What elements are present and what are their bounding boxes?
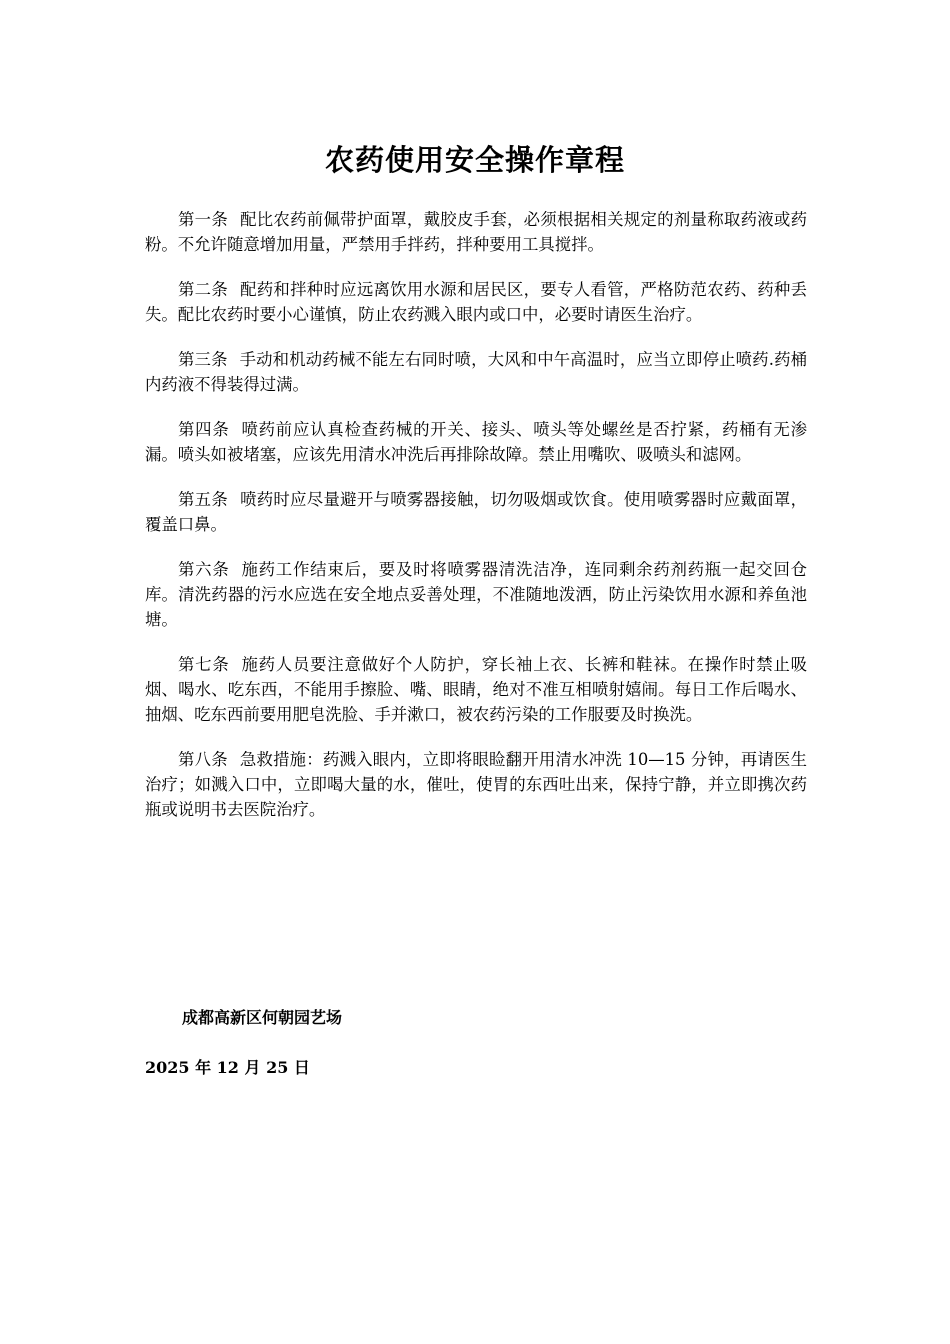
article-2 — [145, 277, 807, 327]
article-number: 第五条 — [178, 490, 229, 509]
article-number: 第八条 — [178, 750, 228, 769]
article-number: 第三条 — [178, 350, 228, 369]
article-7 — [145, 652, 807, 727]
document-title: 农药使用安全操作章程 — [324, 143, 625, 177]
article-text: 喷药前应认真检查药械的开关、接头、喷头等处螺丝是否拧紧，药桶有无渗漏。喷头如被堵塞，应该先用清水冲洗后再排除故障。禁止用嘴吹、吸喷头和滤网。 — [145, 420, 808, 464]
articles-list — [145, 207, 807, 842]
document-date: 2025 年 12 月 25 日 — [145, 1058, 310, 1077]
article-5 — [145, 487, 807, 537]
article-text: 施药人员要注意做好个人防护，穿长袖上衣、长裤和鞋袜。在操作时禁止吸烟、喝水、吃东西，不能用手擦脸、嘴、眼睛，绝对不准互相喷射嬉闹。每日工作后喝水、抽烟、吃东西前要用肥皂洗脸、手并漱口，被农药污染的工作服要及时换洗。 — [145, 655, 808, 724]
article-number: 第一条 — [178, 210, 229, 229]
article-text: 施药工作结束后，要及时将喷雾器清洗洁净，连同剩余药剂药瓶一起交回仓库。清洗药器的污水应选在安全地点妥善处理，不准随地泼洒，防止污染饮用水源和养鱼池塘。 — [145, 560, 808, 629]
article-8 — [145, 747, 807, 822]
article-number: 第二条 — [178, 280, 229, 299]
article-text: 配药和拌种时应远离饮用水源和居民区，要专人看管，严格防范农药、药种丢失。配比农药时要小心谨慎，防止农药溅入眼内或口中，必要时请医生治疗。 — [145, 280, 808, 324]
article-3 — [145, 347, 807, 397]
article-text: 喷药时应尽量避开与喷雾器接触，切勿吸烟或饮食。使用喷雾器时应戴面罩，覆盖口鼻。 — [145, 490, 808, 534]
article-number: 第七条 — [178, 655, 230, 674]
article-text: 手动和机动药械不能左右同时喷，大风和中午高温时，应当立即停止喷药.药桶内药液不得装得过满。 — [145, 350, 807, 394]
article-4 — [145, 417, 807, 467]
article-1 — [145, 207, 807, 257]
organization-name: 成都高新区何朝园艺场 — [182, 1008, 343, 1027]
article-text: 急救措施：药溅入眼内，立即将眼睑翻开用清水冲洗 10—15 分钟，再请医生治疗；如溅入口中，立即喝大量的水，催吐，使胃的东西吐出来，保持宁静，并立即携次药瓶或说明书去医院治疗。 — [145, 750, 807, 819]
article-number: 第四条 — [178, 420, 230, 439]
article-text: 配比农药前佩带护面罩，戴胶皮手套，必须根据相关规定的剂量称取药液或药粉。不允许随意增加用量，严禁用手拌药，拌种要用工具搅拌。 — [145, 210, 808, 254]
article-number: 第六条 — [178, 560, 230, 579]
article-6 — [145, 557, 807, 632]
